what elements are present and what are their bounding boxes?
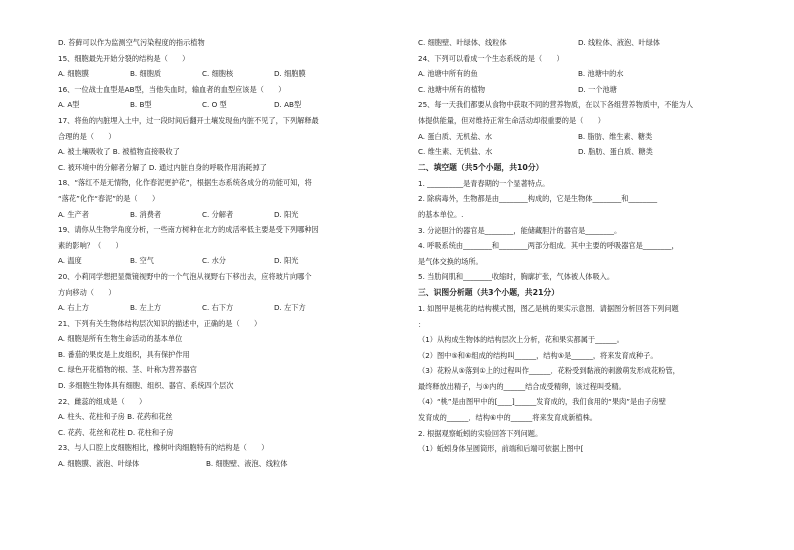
answer-option: D. 脂肪、蛋白质、糖类 [578, 147, 653, 157]
option-row [418, 132, 753, 148]
answer-option: C. 水分 [202, 256, 226, 266]
option-row [418, 38, 753, 54]
answer-option: C. 维生素、无机盐、水 [418, 147, 493, 157]
answer-option: D. 阳光 [274, 256, 299, 266]
option-row [418, 147, 753, 163]
option-row [418, 85, 753, 101]
text-line: （1）蚯蚓身体呈圆筒形，前端和后端可依据上图中[ [418, 444, 584, 454]
text-line: 22、雌蕊的组成是（ ） [58, 396, 147, 406]
section-heading: 二、填空题（共5个小题，共10分） [418, 162, 544, 172]
answer-option: A. 细胞膜、液泡、叶绿体 [58, 459, 140, 469]
text-line: 2. 根据观察蚯蚓的实验回答下列问题。 [418, 428, 543, 438]
answer-option: B. 消费者 [130, 209, 162, 219]
text-line: 发育成的______．结构⑥中的______将来发育成新植株。 [418, 413, 597, 423]
answer-option: D. 线粒体、液泡、叶绿体 [578, 38, 660, 47]
text-line: C. 花药、花丝和花柱 D. 花柱和子房 [58, 427, 174, 437]
answer-option: A. 生产者 [58, 209, 89, 219]
answer-option: C. 池塘中所有的植物 [418, 84, 486, 94]
text-line: 3. 分泌胆汁的器官是________，能储藏胆汁的器官是________。 [418, 225, 622, 235]
answer-option: B. 细胞质 [130, 69, 162, 79]
option-row [58, 100, 403, 116]
left-column [58, 38, 403, 475]
text-line: （2）图中⑤和⑥组成的结构叫______，结构⑤是______，将来发育成种子。 [418, 350, 658, 360]
text-line: 合理的是（ ） [58, 131, 116, 141]
text-line: A. 细胞是所有生物生命活动的基本单位 [58, 334, 183, 344]
answer-option: D. 一个池塘 [578, 84, 617, 94]
text-line: 16、一位战士血型是AB型，当他失血时，输血者的血型应该是（ ） [58, 84, 286, 94]
text-line: D. 苔藓可以作为监测空气污染程度的指示植物 [58, 38, 205, 47]
answer-option: C. 细胞壁、叶绿体、线粒体 [418, 38, 507, 47]
section-heading: 三、识图分析题（共3个小题，共21分） [418, 287, 560, 297]
text-line: 的基本单位。. [418, 209, 464, 219]
text-line: 4. 呼吸系统由________和________两部分组成．其中主要的呼吸器官是________， [418, 241, 679, 251]
option-row [58, 459, 403, 475]
text-line: 最终释放出精子，与⑤内的______结合成受精卵，该过程叫受精。 [418, 381, 626, 391]
answer-option: B. 左上方 [130, 303, 162, 313]
text-line: 19、请你从生物学角度分析，一些南方树种在北方的成活率低主要是受下列哪种因 [58, 225, 319, 235]
answer-option: B. 池塘中的水 [578, 69, 624, 79]
option-row [58, 210, 403, 226]
answer-option: C. 分解者 [202, 209, 234, 219]
option-row [58, 256, 403, 272]
text-line: 5. 当肋间肌和________收缩时，胸廓扩张，气体被人体吸入。 [418, 272, 615, 282]
answer-option: D. 阳光 [274, 209, 299, 219]
right-column [418, 38, 753, 460]
answer-option: A. 蛋白质、无机盐、水 [418, 131, 493, 141]
answer-option: A. 池塘中所有的鱼 [418, 69, 478, 79]
text-line: 是气体交换的场所。 [418, 256, 483, 266]
answer-option: D. 细胞膜 [274, 69, 306, 79]
text-line: 素的影响？（ ） [58, 240, 123, 250]
text-line: 18、“落红不是无情物，化作春泥更护花”，根据生态系统各成分的功能可知，将 [58, 178, 312, 188]
answer-option: C. O 型 [202, 100, 227, 110]
text-line: （4）“桃”是由图甲中的[____]______发育成的，我们食用的“果肉”是由子房壁 [418, 397, 666, 407]
text-line: 25、每一天我们都要从食物中获取不同的营养物质，在以下各组营养物质中，不能为人 [418, 100, 694, 110]
text-line: 21、下列有关生物体结构层次知识的描述中，正确的是（ ） [58, 318, 262, 328]
answer-option: B. B型 [130, 100, 152, 110]
option-row [58, 303, 403, 319]
option-row [418, 69, 753, 85]
text-line: 20、小莉同学想把显微镜视野中的一个气泡从视野右下移出去，应将玻片向哪个 [58, 271, 312, 281]
option-row [58, 69, 403, 85]
text-line: 2. 除病毒外，生物都是由________构成的，它是生物体________和________ [418, 194, 658, 204]
text-line: （3）花粉从⑤落到①上的过程叫作______．花粉受到黏液的刺激萌发形成花粉管， [418, 366, 680, 376]
answer-option: A. 细胞膜 [58, 69, 89, 79]
text-line: 17、将鱼的内脏埋入土中，过一段时间后翻开土壤发现鱼内脏不见了，下列解释最 [58, 115, 319, 125]
text-line: C. 绿色开花植物的根、茎、叶称为营养器官 [58, 365, 197, 375]
answer-option: B. 脂肪、维生素、糖类 [578, 131, 653, 141]
answer-option: A. A型 [58, 100, 80, 110]
text-line: C. 被环境中的分解者分解了 D. 通过内脏自身的呼吸作用消耗掉了 [58, 162, 267, 172]
answer-option: D. 左下方 [274, 303, 306, 313]
answer-option: C. 细胞核 [202, 69, 234, 79]
text-line: 15、细胞最先开始分裂的结构是（ ） [58, 53, 190, 63]
text-line: A. 柱头、花柱和子房 B. 花药和花丝 [58, 412, 173, 422]
text-line: 1. __________是青春期的一个显著特点。 [418, 178, 550, 188]
text-line: B. 番茄的果皮是上皮组织，具有保护作用 [58, 349, 190, 359]
answer-option: D. AB型 [274, 100, 302, 110]
text-line: 1. 如图甲是桃花的结构模式图，图乙是桃的果实示意图．请据图分析回答下列问题 [418, 303, 679, 313]
text-line: （1）从构成生物体的结构层次上分析，花和果实都属于______。 [418, 335, 624, 345]
text-line: 方向移动（ ） [58, 287, 116, 297]
text-line: A. 被土壤吸收了 B. 被植物直接吸收了 [58, 147, 180, 157]
answer-option: A. 右上方 [58, 303, 89, 313]
answer-option: B. 细胞壁、液泡、线粒体 [206, 459, 288, 469]
text-line: “落花”化作“春泥”的是（ ） [58, 193, 160, 203]
text-line: 23、与人口腔上皮细胞相比，橡树叶肉细胞特有的结构是（ ） [58, 443, 269, 453]
answer-option: B. 空气 [130, 256, 154, 266]
answer-option: C. 右下方 [202, 303, 234, 313]
text-line: ： [418, 319, 426, 329]
text-line: 体提供能量，但对维持正常生命活动却很重要的是（ ） [418, 115, 605, 125]
text-line: D. 多细胞生物体具有细胞、组织、器官、系统四个层次 [58, 381, 234, 391]
text-line: 24、下列可以看成一个生态系统的是（ ） [418, 53, 564, 63]
answer-option: A. 温度 [58, 256, 82, 266]
